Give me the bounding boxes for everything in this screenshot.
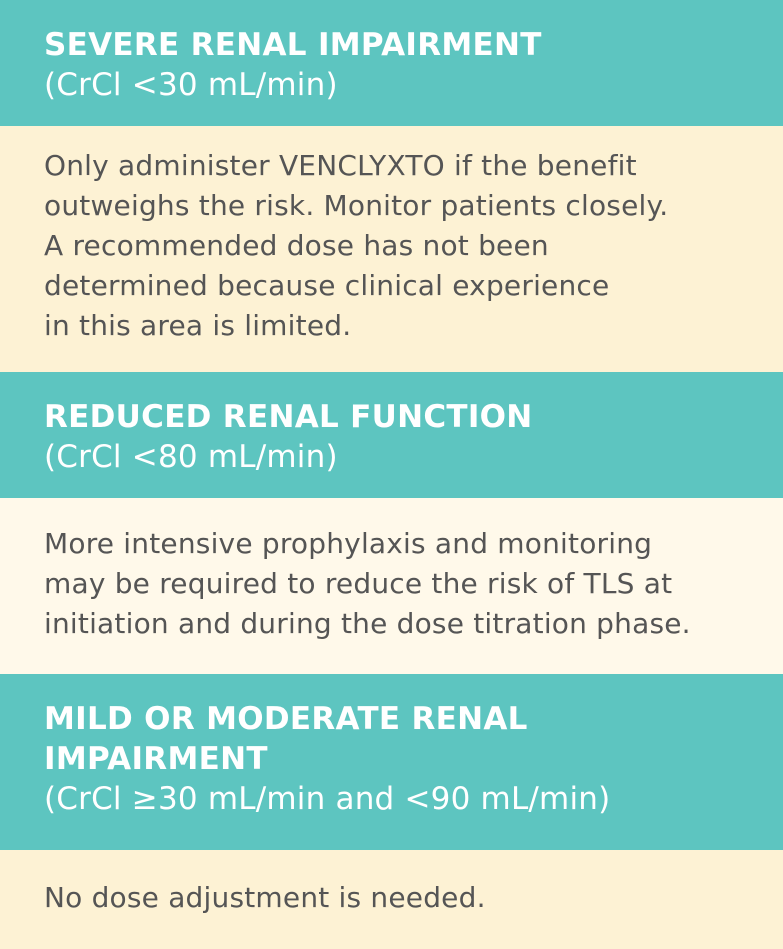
body-line: No dose adjustment is needed. [44, 881, 486, 914]
section-title: REDUCED RENAL FUNCTION [44, 399, 533, 435]
body-line: outweighs the risk. Monitor patients closely. [44, 189, 669, 222]
section-title-line: IMPAIRMENT [44, 741, 268, 777]
section-body-mild-moderate [0, 850, 783, 949]
body-line: may be required to reduce the risk of TLS at [44, 567, 673, 600]
section-body-reduced [0, 498, 783, 674]
body-line: in this area is limited. [44, 309, 352, 342]
section-subtitle: (CrCl <30 mL/min) [44, 67, 338, 103]
section-title: SEVERE RENAL IMPAIRMENT [44, 27, 542, 63]
section-header-reduced [0, 372, 783, 498]
section-header-mild-moderate [0, 674, 783, 850]
body-line: More intensive prophylaxis and monitoring [44, 527, 653, 560]
section-header-severe [0, 0, 783, 126]
body-line: Only administer VENCLYXTO if the benefit [44, 149, 637, 182]
section-subtitle: (CrCl <80 mL/min) [44, 439, 338, 475]
body-line: determined because clinical experience [44, 269, 610, 302]
section-title-line: MILD OR MODERATE RENAL [44, 701, 528, 737]
section-subtitle: (CrCl ≥30 mL/min and <90 mL/min) [44, 781, 611, 817]
body-line: initiation and during the dose titration phase. [44, 607, 691, 640]
body-line: A recommended dose has not been [44, 229, 549, 262]
section-body-severe [0, 126, 783, 372]
